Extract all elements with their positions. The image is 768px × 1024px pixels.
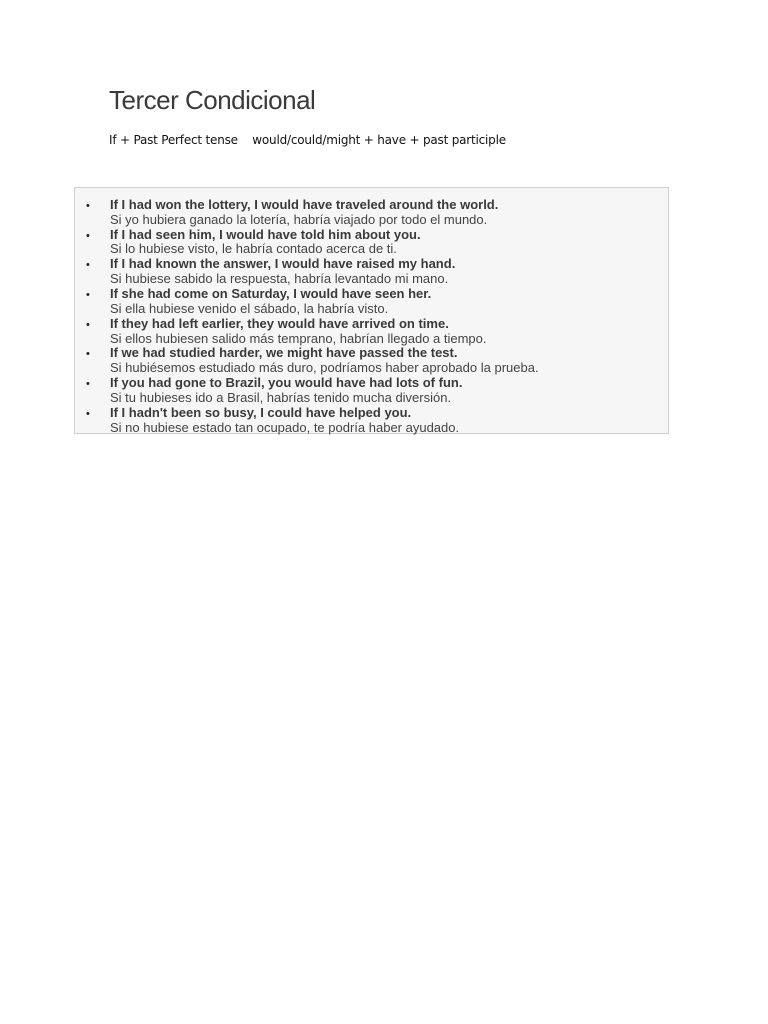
english-sentence: If we had studied harder, we might have passed the test. xyxy=(110,345,458,361)
bullet-icon: • xyxy=(86,289,90,302)
list-item xyxy=(75,376,668,406)
list-item xyxy=(75,198,668,228)
english-sentence: If she had come on Saturday, I would have seen her. xyxy=(110,286,432,302)
page-title: Tercer Condicional xyxy=(109,85,316,115)
spanish-translation: Si yo hubiera ganado la lotería, habría viajado por todo el mundo. xyxy=(110,211,488,227)
spanish-translation: Si ella hubiese venido el sábado, la habría visto. xyxy=(110,300,389,316)
list-item xyxy=(75,346,668,376)
bullet-icon: • xyxy=(86,229,90,242)
list-item xyxy=(75,228,668,258)
bullet-icon: • xyxy=(86,348,90,361)
english-sentence: If I hadn't been so busy, I could have helped you. xyxy=(110,404,412,420)
examples-box xyxy=(74,187,669,434)
spanish-translation: Si ellos hubiesen salido más temprano, habrían llegado a tiempo. xyxy=(110,330,487,346)
list-item xyxy=(75,317,668,347)
examples-list xyxy=(75,198,668,436)
spanish-translation: Si hubiésemos estudiado más duro, podríamos haber aprobado la prueba. xyxy=(110,360,539,376)
spanish-translation: Si tu hubieses ido a Brasil, habrías tenido mucha diversión. xyxy=(110,389,452,405)
spanish-translation: Si lo hubiese visto, le habría contado acerca de ti. xyxy=(110,241,397,257)
bullet-icon: • xyxy=(86,318,90,331)
bullet-icon: • xyxy=(86,259,90,272)
spanish-translation: Si hubiese sabido la respuesta, habría levantado mi mano. xyxy=(110,271,449,287)
english-sentence: If I had known the answer, I would have raised my hand. xyxy=(110,256,456,272)
list-item xyxy=(75,287,668,317)
bullet-icon: • xyxy=(86,407,90,420)
bullet-icon: • xyxy=(86,200,90,212)
english-sentence: If I had seen him, I would have told him about you. xyxy=(110,226,421,242)
formula-text: If + Past Perfect tense would/could/might + have + past participle xyxy=(109,133,506,147)
spanish-translation: Si no hubiese estado tan ocupado, te podría haber ayudado. xyxy=(110,419,460,435)
english-sentence: If they had left earlier, they would have arrived on time. xyxy=(110,315,449,331)
bullet-icon: • xyxy=(86,378,90,391)
english-sentence: If I had won the lottery, I would have traveled around the world. xyxy=(110,197,499,212)
list-item xyxy=(75,406,668,436)
english-sentence: If you had gone to Brazil, you would have had lots of fun. xyxy=(110,375,463,391)
list-item xyxy=(75,257,668,287)
